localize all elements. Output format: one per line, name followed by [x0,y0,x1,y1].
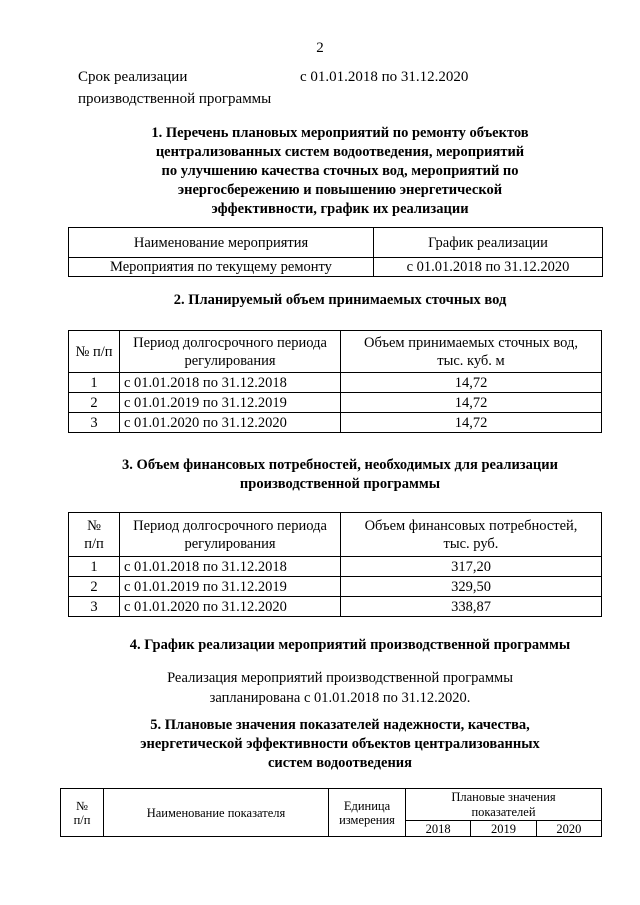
section5-title-line: энергетической эффективности объектов централизованных [140,736,540,752]
table-cell: 1 [69,373,120,393]
table-header-cell [69,513,120,557]
table-cell: 338,87 [341,597,602,617]
table-header-cell [341,513,602,557]
table-cell: 1 [69,557,120,577]
table-header-cell [61,789,104,837]
term-label-line2: производственной программы [78,91,272,107]
table-header-cell [341,331,602,373]
section3-title-line: производственной программы [239,476,441,492]
section5-title [80,716,600,773]
header-line: Период долгосрочного периода [133,517,327,534]
header-line: измерения [339,812,395,827]
table-header-cell [120,513,341,557]
section4-title [80,636,620,655]
section1-title-line: по улучшению качества сточных вод, мероприятий по [161,163,519,179]
section5-title-line: 5. Плановые значения показателей надежности, качества, [150,717,530,733]
year-cell: 2020 [536,821,601,837]
section2-title-line: 2. Планируемый объем принимаемых сточных вод [173,292,507,308]
table-cell: с 01.01.2020 по 31.12.2020 [120,597,341,617]
table-header-cell: График реализации [374,228,603,258]
header-line: п/п [73,812,91,827]
table-cell: с 01.01.2018 по 31.12.2020 [374,258,603,277]
table-cell: 3 [69,413,120,433]
section2-title [60,291,620,310]
table-cell: с 01.01.2020 по 31.12.2020 [120,413,341,433]
section3-title [80,456,600,494]
term-label-line1: Срок реализации [78,69,188,85]
table-cell: 2 [69,393,120,413]
table-cell: 329,50 [341,577,602,597]
table-header-cell: показателей [406,805,602,821]
section1-title [60,124,620,219]
table-row [69,577,602,597]
table-cell: 3 [69,597,120,617]
header-line: п/п [84,535,104,552]
table-row [69,373,602,393]
table-header-cell: Наименование показателя [104,789,329,837]
header-line: Объем финансовых потребностей, [364,517,578,534]
table-cell: 317,20 [341,557,602,577]
header-line: № [76,798,88,813]
term-value: с 01.01.2018 по 31.12.2020 [300,69,469,85]
table-row [69,413,602,433]
section1-title-line: эффективности, график их реализации [211,201,469,217]
section5-title-line: систем водоотведения [267,755,413,771]
term-label [78,66,271,110]
section4-text-line: Реализация мероприятий производственной программы [167,670,513,686]
header-line: тыс. куб. м [437,352,505,369]
table-header-cell: Наименование мероприятия [69,228,374,258]
table-header-cell: № п/п [69,331,120,373]
section4-text-line: запланирована с 01.01.2018 по 31.12.2020. [209,690,471,706]
section4-title-line: 4. График реализации мероприятий производственной программы [129,637,571,653]
section3-table [68,512,602,617]
table-cell: 14,72 [341,413,602,433]
table-row [69,258,603,277]
section5-table [60,788,602,837]
section1-title-line: централизованных систем водоотведения, мероприятий [155,144,525,160]
section2-table [68,330,602,433]
year-cell: 2019 [471,821,536,837]
header-line: Период долгосрочного периода [133,334,327,351]
section1-table [68,227,603,277]
page-number: 2 [316,40,324,56]
table-cell: с 01.01.2019 по 31.12.2019 [120,393,341,413]
table-cell: Мероприятия по текущему ремонту [69,258,374,277]
table-cell: 14,72 [341,393,602,413]
table-cell: 2 [69,577,120,597]
table-header-cell [329,789,406,837]
table-cell: с 01.01.2019 по 31.12.2019 [120,577,341,597]
table-cell: с 01.01.2018 по 31.12.2018 [120,373,341,393]
section1-title-line: 1. Перечень плановых мероприятий по ремонту объектов [151,125,529,141]
section1-title-line: энергосбережению и повышению энергетической [177,182,503,198]
header-line: Объем принимаемых сточных вод, [364,334,578,351]
year-cell: 2018 [406,821,471,837]
table-row [69,557,602,577]
table-row [69,393,602,413]
header-line: регулирования [184,352,276,369]
header-line: регулирования [184,535,276,552]
header-line: Единица [343,798,391,813]
header-line: № [87,517,101,534]
header-line: тыс. руб. [443,535,499,552]
table-cell: с 01.01.2018 по 31.12.2018 [120,557,341,577]
table-header-cell [120,331,341,373]
section4-text [150,668,530,708]
table-cell: 14,72 [341,373,602,393]
table-row [69,597,602,617]
section3-title-line: 3. Объем финансовых потребностей, необходимых для реализации [122,457,558,473]
table-header-cell: Плановые значения [406,789,602,805]
